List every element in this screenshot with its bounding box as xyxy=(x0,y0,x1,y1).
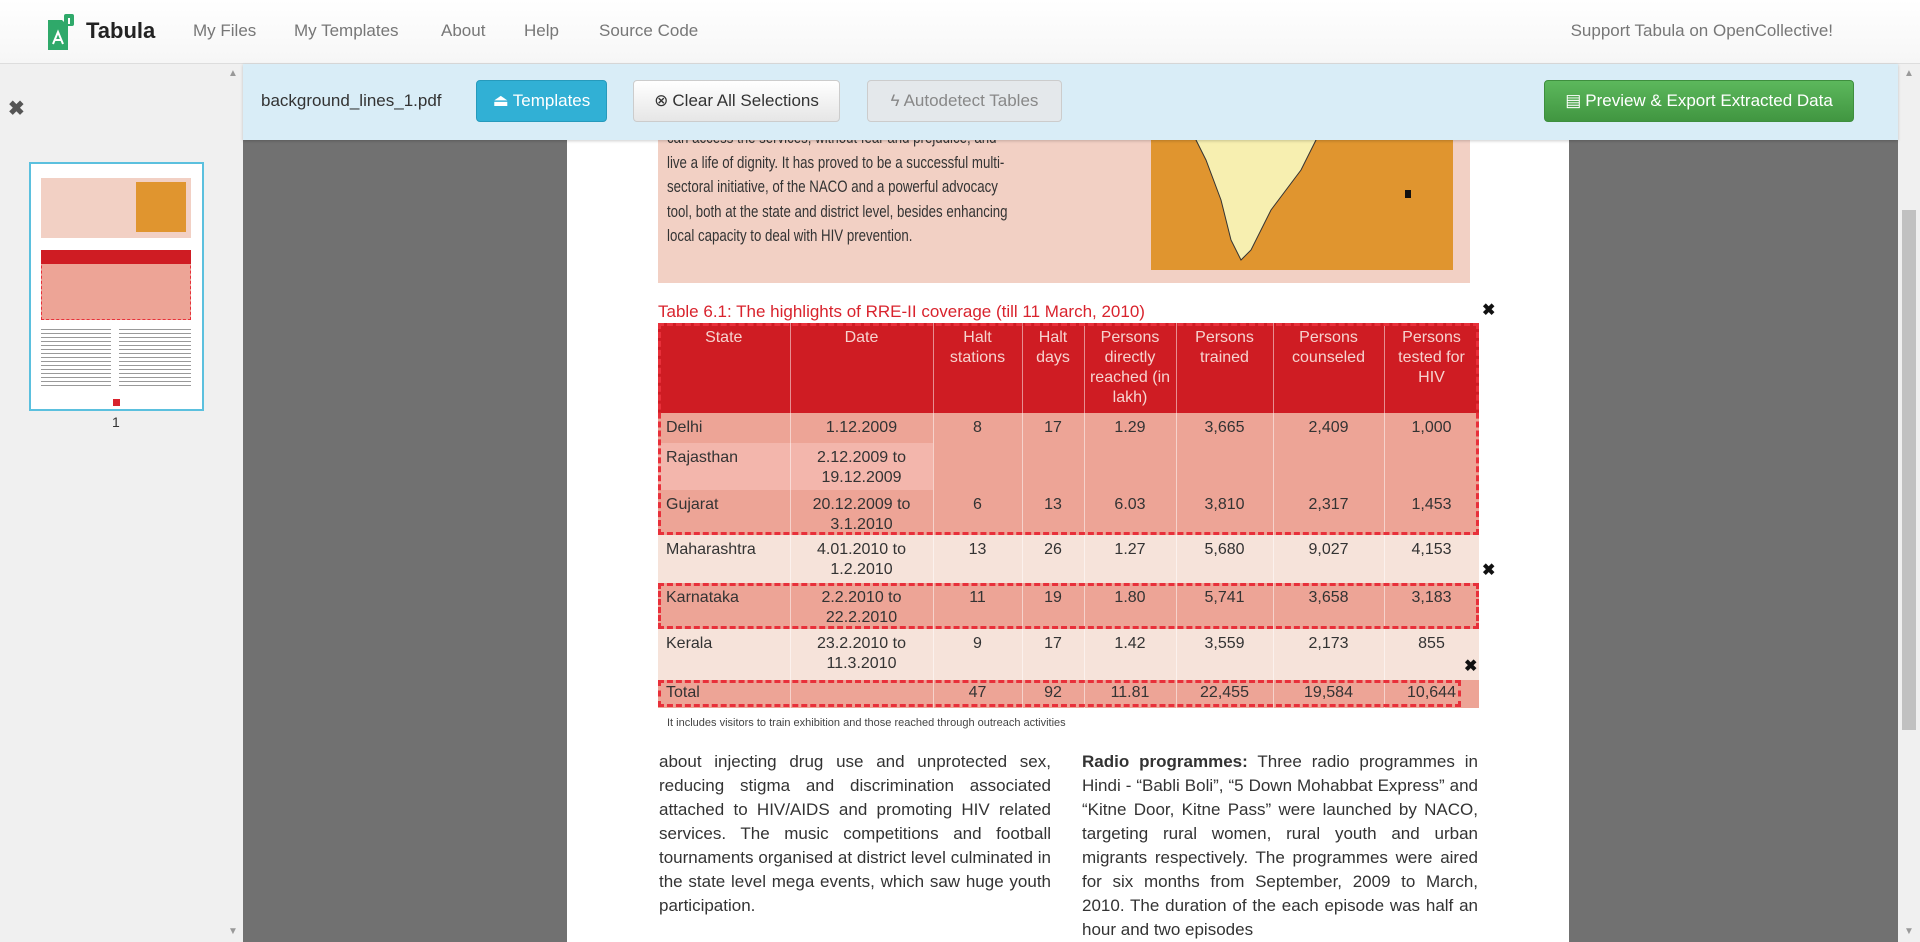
preview-export-button[interactable] xyxy=(1544,80,1854,122)
templates-icon: ⏏ xyxy=(492,91,509,110)
cell: 92 xyxy=(1022,680,1084,708)
cell: 19 xyxy=(1022,583,1084,629)
cell: 19,584 xyxy=(1273,680,1384,708)
intro-line: sectoral initiative, of the NACO and a powerful advocacy xyxy=(667,177,998,196)
cell: 26 xyxy=(1022,535,1084,583)
cell: 2.2.2010 to 22.2.2010 xyxy=(790,583,933,629)
templates-label: Templates xyxy=(512,91,591,110)
clear-selections-button[interactable] xyxy=(633,80,840,122)
cell: 9,027 xyxy=(1273,535,1384,583)
clear-label: Clear All Selections xyxy=(672,91,819,110)
scrollbar-thumb[interactable] xyxy=(1902,210,1916,730)
cell: 2,173 xyxy=(1273,629,1384,680)
scroll-down-icon[interactable]: ▼ xyxy=(228,926,238,937)
header-cell: Persons directly reached (in lakh) xyxy=(1084,323,1176,413)
cell: 17 xyxy=(1022,413,1084,490)
cell: 9 xyxy=(933,629,1022,680)
page-number: 1 xyxy=(112,414,120,430)
templates-button[interactable] xyxy=(476,80,607,122)
cell: Maharashtra xyxy=(658,535,790,583)
cell: 1.80 xyxy=(1084,583,1176,629)
cell: 4.01.2010 to 1.2.2010 xyxy=(790,535,933,583)
cell: 1.29 xyxy=(1084,413,1176,490)
cell: 3,559 xyxy=(1176,629,1273,680)
autodetect-tables-button[interactable] xyxy=(867,80,1062,122)
nav-my-templates[interactable]: My Templates xyxy=(294,21,399,40)
nav-help[interactable]: Help xyxy=(524,21,559,40)
cell: 11 xyxy=(933,583,1022,629)
selection-region[interactable] xyxy=(658,680,1461,707)
cell: 1,000 xyxy=(1384,413,1479,490)
cell: 2.12.2009 to 19.12.2009 xyxy=(790,443,933,490)
cell: 20.12.2009 to 3.1.2010 xyxy=(790,490,933,535)
cell: 5,741 xyxy=(1176,583,1273,629)
header-cell: State xyxy=(658,323,790,413)
cell: 1.42 xyxy=(1084,629,1176,680)
page-thumbnail[interactable] xyxy=(29,162,204,411)
remove-selection-icon[interactable]: ✖ xyxy=(1482,302,1496,319)
cell: 1,453 xyxy=(1384,490,1479,535)
header-cell: Halt days xyxy=(1022,323,1084,413)
cell: 1.27 xyxy=(1084,535,1176,583)
cell: 5,680 xyxy=(1176,535,1273,583)
cell: Delhi xyxy=(658,413,790,443)
intro-line: local capacity to deal with HIV prevention. xyxy=(667,226,913,245)
toolbar xyxy=(243,64,1898,140)
cell: Kerala xyxy=(658,629,790,680)
intro-line: live a life of dignity. It has proved to be a successful multi- xyxy=(667,152,1005,172)
cell: 3,665 xyxy=(1176,413,1273,490)
cell: 3,658 xyxy=(1273,583,1384,629)
table-title: Table 6.1: The highlights of RRE-II coverage (till 11 March, 2010) xyxy=(658,302,1145,321)
cell: 8 xyxy=(933,413,1022,490)
cell: 10,644 xyxy=(1384,680,1479,708)
cell: 2,409 xyxy=(1273,413,1384,490)
close-icon[interactable]: ✖ xyxy=(8,98,25,120)
cell: 23.2.2010 to 11.3.2010 xyxy=(790,629,933,680)
header-cell: Persons trained xyxy=(1176,323,1273,413)
cell: 855 xyxy=(1384,629,1479,680)
table-footnote: It includes visitors to train exhibition and those reached through outreach activities xyxy=(667,717,1066,729)
preview-label: Preview & Export Extracted Data xyxy=(1585,91,1833,110)
nav-about[interactable]: About xyxy=(441,21,486,40)
cell: Rajasthan xyxy=(658,443,790,490)
nav-source-code[interactable]: Source Code xyxy=(599,21,699,40)
lightning-icon: ϟ xyxy=(890,91,900,110)
remove-selection-icon[interactable]: ✖ xyxy=(1464,658,1478,675)
cell: 13 xyxy=(1022,490,1084,535)
header-cell: Persons counseled xyxy=(1273,323,1384,413)
cell: 6.03 xyxy=(1084,490,1176,535)
cell: 6 xyxy=(933,490,1022,535)
cell: Total xyxy=(658,680,790,708)
cell: 2,317 xyxy=(1273,490,1384,535)
navbar xyxy=(0,0,1920,64)
cell: 1.12.2009 xyxy=(790,413,933,443)
nav-my-files[interactable]: My Files xyxy=(193,21,257,40)
cell: 17 xyxy=(1022,629,1084,680)
india-map-image xyxy=(1151,130,1453,270)
cell: 3,810 xyxy=(1176,490,1273,535)
radio-text: Three radio programmes in Hindi - “Babli Boli”, “5 Down Mohabbat Express” and “Kitne Door, Kitne Pass” were launched by NACO, targeting rural women, rural youth and urban migrants respectively. The programmes were aired for six months from September, 2009 to March, 2010. The duration of the each episode was half an hour and two episodes xyxy=(1082,752,1478,939)
scroll-up-icon[interactable]: ▲ xyxy=(228,68,238,79)
cell: Gujarat xyxy=(658,490,790,535)
cell: 13 xyxy=(933,535,1022,583)
page-thumbnails-sidebar xyxy=(0,64,243,942)
tabula-logo-icon[interactable] xyxy=(48,14,76,50)
cell: 4,153 xyxy=(1384,535,1479,583)
table-row xyxy=(658,535,1479,583)
intro-line: tool, both at the state and district level, besides enhancing xyxy=(667,201,1008,221)
header-cell: Date xyxy=(790,323,933,413)
header-cell: Persons tested for HIV xyxy=(1384,323,1479,413)
cell: Karnataka xyxy=(658,583,790,629)
sidebar-scrollbar[interactable] xyxy=(224,64,243,942)
remove-selection-icon[interactable]: ✖ xyxy=(1482,562,1496,579)
cell: 47 xyxy=(933,680,1022,708)
right-column-text xyxy=(1082,750,1478,942)
pdf-page[interactable] xyxy=(567,140,1569,942)
left-column-text: about injecting drug use and unprotected sex, reducing stigma and discrimination associated attached to HIV/AIDS and promoting HIV related services. The music competitions and football tournaments organised at district level culminated in the state level mega events, which saw huge youth participation. xyxy=(659,752,1051,915)
close-circle-icon: ⊗ xyxy=(654,91,669,110)
cell: 22,455 xyxy=(1176,680,1273,708)
cell: 3,183 xyxy=(1384,583,1479,629)
filename: background_lines_1.pdf xyxy=(261,91,442,110)
scroll-down-icon[interactable]: ▼ xyxy=(1904,926,1914,937)
table-row xyxy=(658,629,1479,680)
brand[interactable]: Tabula xyxy=(86,18,156,43)
support-link[interactable]: Support Tabula on OpenCollective! xyxy=(1570,21,1833,40)
radio-heading: Radio programmes: xyxy=(1082,752,1248,771)
selection-region[interactable] xyxy=(658,583,1479,629)
header-cell: Halt stations xyxy=(933,323,1022,413)
list-icon: ▤ xyxy=(1565,91,1582,110)
selection-region[interactable] xyxy=(658,323,1479,535)
autodetect-label: Autodetect Tables xyxy=(903,91,1039,110)
scroll-up-icon[interactable]: ▲ xyxy=(1904,68,1914,79)
cell: 11.81 xyxy=(1084,680,1176,708)
